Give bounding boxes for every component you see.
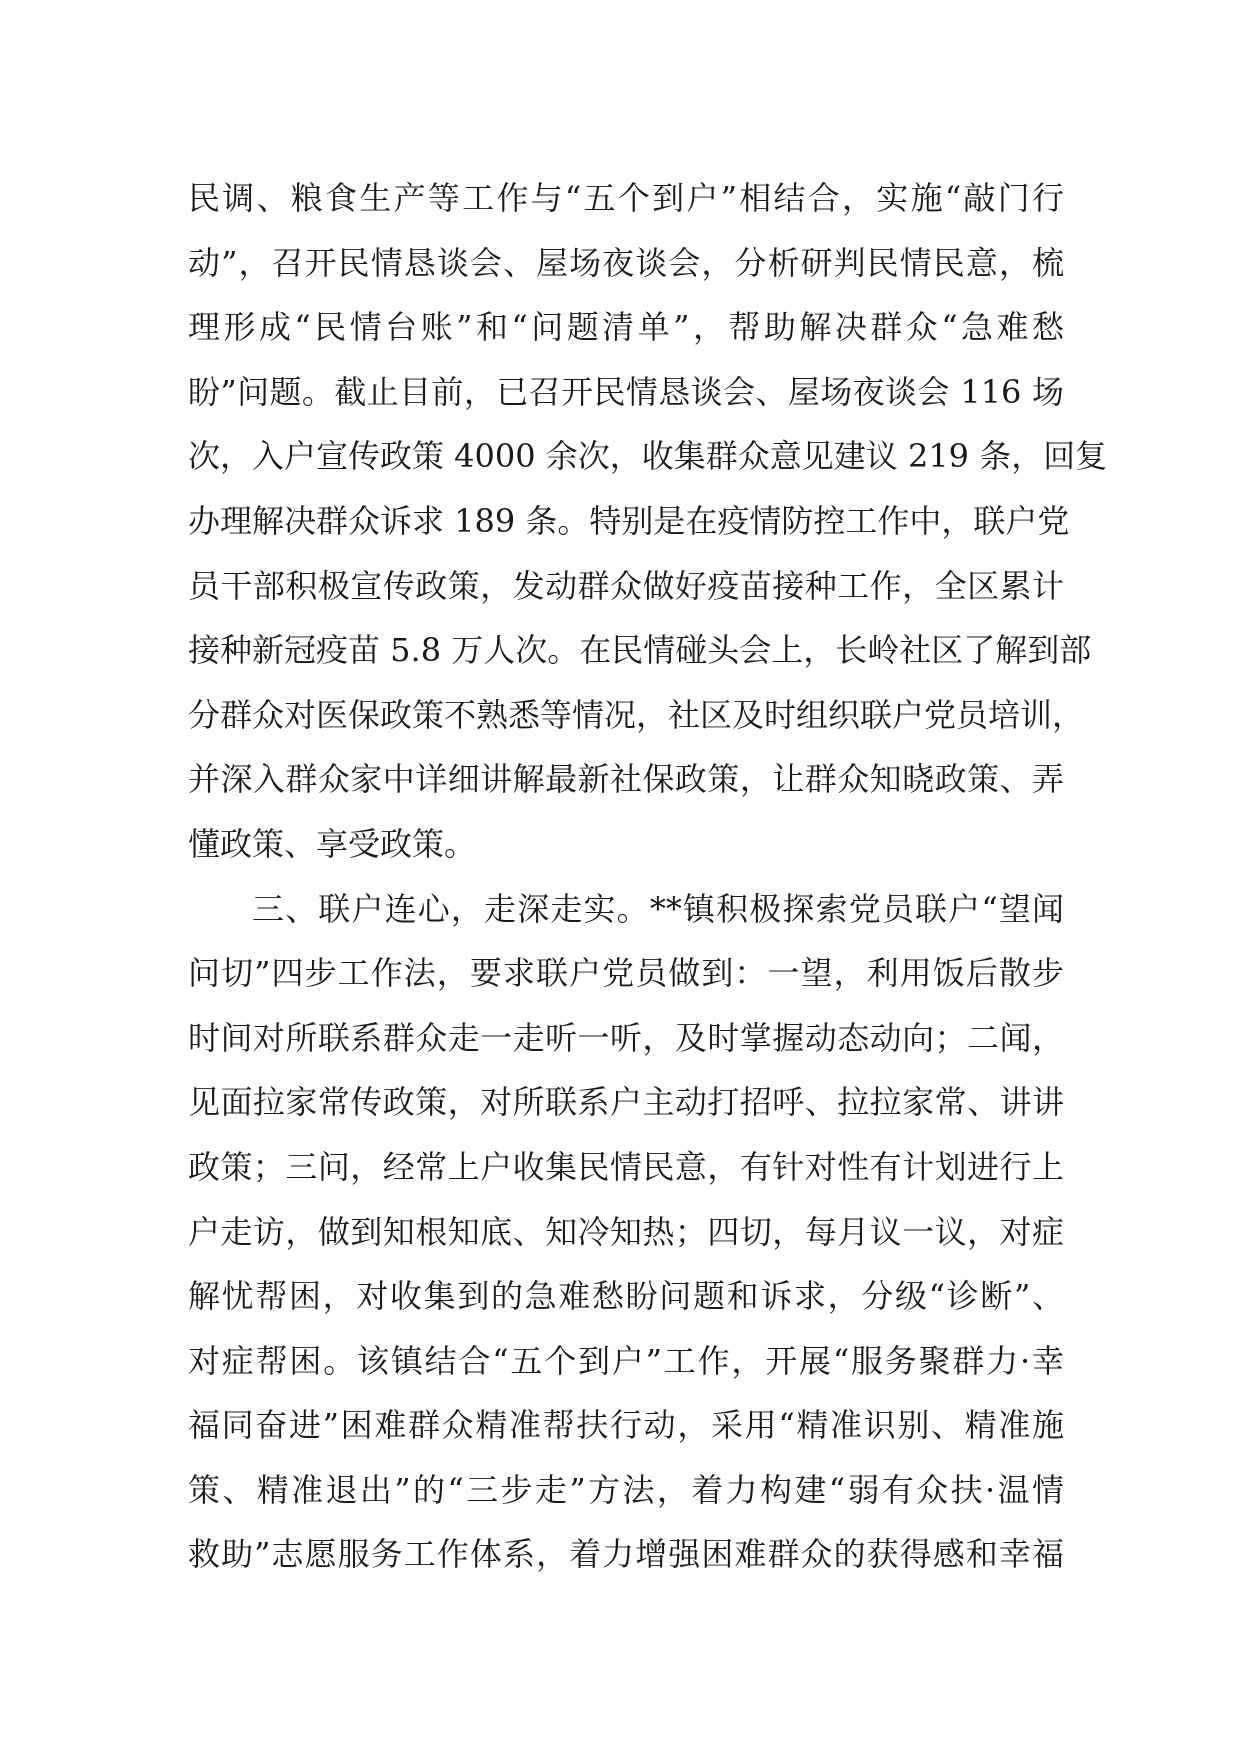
text-line: 次，入户宣传政策 4000 余次，收集群众意见建议 219 条，回复 [188,437,1108,476]
text-line: 分群众对医保政策不熟悉等情况，社区及时组织联户党员培训， [188,695,1085,734]
text-line: 民调、粮食生产等工作与“五个到户”相结合，实施“敲门行 [188,179,1064,217]
text-line: 政策；三问，经常上户收集民情民意，有针对性有计划进行上 [188,1147,1064,1186]
text-line: 问切”四步工作法，要求联户党员做到：一望，利用饭后散步 [188,954,1064,993]
section-heading-line: 三、联户连心，走深走实。**镇积极探索党员联户“望闻 [252,889,1064,928]
text-line: 时间对所联系群众走一走听一听，及时掌握动态动向；二闻， [188,1018,1064,1057]
text-line: 福同奋进”困难群众精准帮扶行动，采用“精准识别、精准施 [188,1406,1064,1445]
text-line: 理形成“民情台账”和“问题清单”，帮助解决群众“急难愁 [188,308,1064,347]
text-line: 懂政策、享受政策。 [188,824,477,863]
text-line: 对症帮困。该镇结合“五个到户”工作，开展“服务聚群力·幸 [188,1341,1064,1380]
text-line: 接种新冠疫苗 5.8 万人次。在民情碰头会上，长岭社区了解到部 [188,631,1092,670]
paragraph-continuation [188,166,1108,877]
paragraph-section-three [188,877,1064,1588]
text-line: 策、精准退出”的“三步走”方法，着力构建“弱有众扶·温情 [188,1470,1064,1509]
text-line: 盼”问题。截止目前，已召开民情恳谈会、屋场夜谈会 116 场 [188,372,1064,411]
text-line: 并深入群众家中详细讲解最新社保政策，让群众知晓政策、弄 [188,760,1064,799]
text-line: 解忧帮困，对收集到的急难愁盼问题和诉求，分级“诊断”、 [188,1277,1064,1316]
body-text [188,166,1108,1587]
text-line: 户走访，做到知根知底、知冷知热；四切，每月议一议，对症 [188,1212,1064,1251]
text-line: 救助”志愿服务工作体系，着力增强困难群众的获得感和幸福 [188,1535,1064,1574]
text-line: 动”，召开民情恳谈会、屋场夜谈会，分析研判民情民意，梳 [188,243,1064,282]
text-line: 办理解决群众诉求 189 条。特别是在疫情防控工作中，联户党 [188,501,1070,540]
text-line: 员干部积极宣传政策，发动群众做好疫苗接种工作，全区累计 [188,566,1064,605]
text-line: 见面拉家常传政策，对所联系户主动打招呼、拉拉家常、讲讲 [188,1083,1064,1122]
